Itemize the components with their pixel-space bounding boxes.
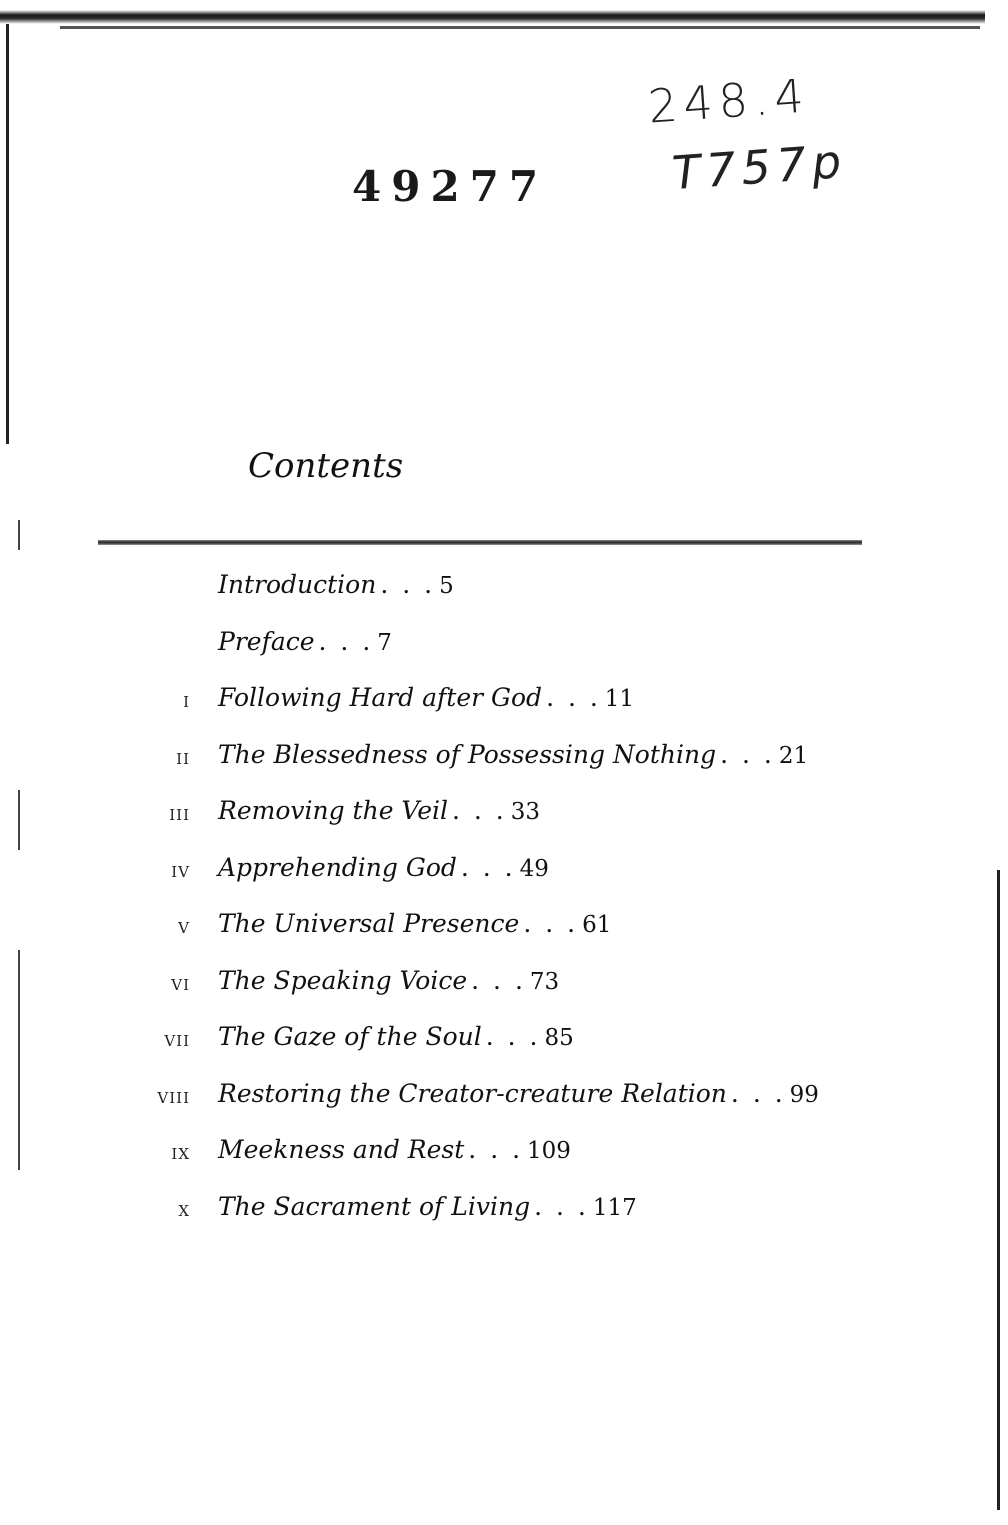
toc-entry-text [218, 853, 549, 882]
toc-entry [0, 617, 1008, 674]
page-number: 61 [582, 912, 612, 938]
page-number: 99 [789, 1081, 819, 1108]
leader-dots: . . . [451, 796, 507, 825]
toc-entry [0, 730, 1008, 787]
toc-entry-text [218, 796, 540, 825]
leader-dots: . . . [471, 965, 526, 995]
leader-dots: . . . [468, 1135, 524, 1164]
toc-entry-text [218, 627, 392, 656]
page-number: 7 [377, 629, 392, 656]
page-number: 73 [529, 968, 560, 995]
chapter-title: Restoring the Creator-creature Relation [218, 1078, 727, 1108]
chapter-numeral: III [169, 806, 190, 824]
leader-dots: . . . [720, 739, 775, 769]
toc-entry [0, 1125, 1008, 1182]
page-number: 21 [778, 742, 809, 769]
leader-dots: . . . [380, 570, 436, 599]
chapter-title: Meekness and Rest [218, 1135, 465, 1164]
chapter-numeral: II [176, 749, 190, 768]
toc-entry [0, 673, 1008, 730]
chapter-numeral: V [178, 919, 190, 937]
chapter-numeral: VII [164, 1032, 190, 1050]
chapter-title: The Universal Presence [218, 909, 520, 938]
chapter-numeral: I [183, 693, 190, 711]
page-number: 33 [510, 799, 540, 825]
leader-dots: . . . [485, 1022, 541, 1051]
handwritten-call-number-line2: T757p [670, 133, 849, 201]
toc-entry [0, 899, 1008, 956]
leader-dots: . . . [523, 909, 579, 938]
chapter-title: The Sacrament of Living [218, 1191, 531, 1221]
chapter-numeral: VIII [157, 1088, 190, 1107]
chapter-numeral: VI [171, 975, 190, 994]
chapter-title: Introduction [218, 570, 377, 599]
toc-entry [0, 1182, 1008, 1239]
toc-entry-text [218, 740, 808, 769]
scan-edge-top [0, 10, 985, 24]
leader-dots: . . . [460, 852, 516, 882]
chapter-title: Removing the Veil [218, 796, 448, 825]
toc-entry [0, 786, 1008, 843]
toc-entry-text [218, 909, 611, 938]
chapter-title: The Blessedness of Possessing Nothing [218, 739, 717, 769]
handwritten-call-number-line1: 248.4 [646, 68, 812, 134]
page-number: 85 [544, 1025, 574, 1051]
chapter-title: Apprehending God [218, 852, 457, 882]
leader-dots: . . . [730, 1078, 786, 1108]
toc-entry-text [218, 966, 559, 995]
chapter-title: Preface [218, 626, 315, 656]
page-number: 5 [439, 573, 454, 599]
page-number: 117 [592, 1194, 637, 1221]
leader-dots: . . . [534, 1191, 589, 1221]
toc-entry-text [218, 1079, 819, 1108]
toc-entry-text [218, 1022, 574, 1051]
chapter-title: The Speaking Voice [218, 965, 468, 995]
page-number: 11 [604, 686, 635, 712]
toc-entry [0, 560, 1008, 617]
leader-dots: . . . [546, 683, 601, 712]
toc-entry-text [218, 1135, 571, 1164]
leader-dots: . . . [318, 626, 374, 656]
scan-edge-top-line [60, 26, 980, 29]
heading-rule [98, 540, 862, 545]
scan-edge-left-mark [18, 520, 20, 550]
toc-entry [0, 1069, 1008, 1126]
accession-number-stamp: 49277 [352, 162, 549, 211]
chapter-numeral: IX [171, 1145, 190, 1163]
toc-entry [0, 843, 1008, 900]
toc-entry-text [218, 683, 634, 712]
toc-entry [0, 1012, 1008, 1069]
page-title: Contents [248, 446, 404, 486]
chapter-title: Following Hard after God [218, 683, 543, 712]
toc-entry-text [218, 1192, 637, 1221]
page-number: 109 [527, 1138, 571, 1164]
chapter-title: The Gaze of the Soul [218, 1022, 482, 1051]
toc-entry [0, 956, 1008, 1013]
table-of-contents [0, 560, 1008, 1238]
chapter-numeral: IV [171, 862, 190, 881]
chapter-numeral: X [178, 1201, 190, 1220]
page-number: 49 [519, 855, 549, 882]
toc-entry-text [218, 570, 454, 599]
scan-edge-left [6, 24, 9, 444]
